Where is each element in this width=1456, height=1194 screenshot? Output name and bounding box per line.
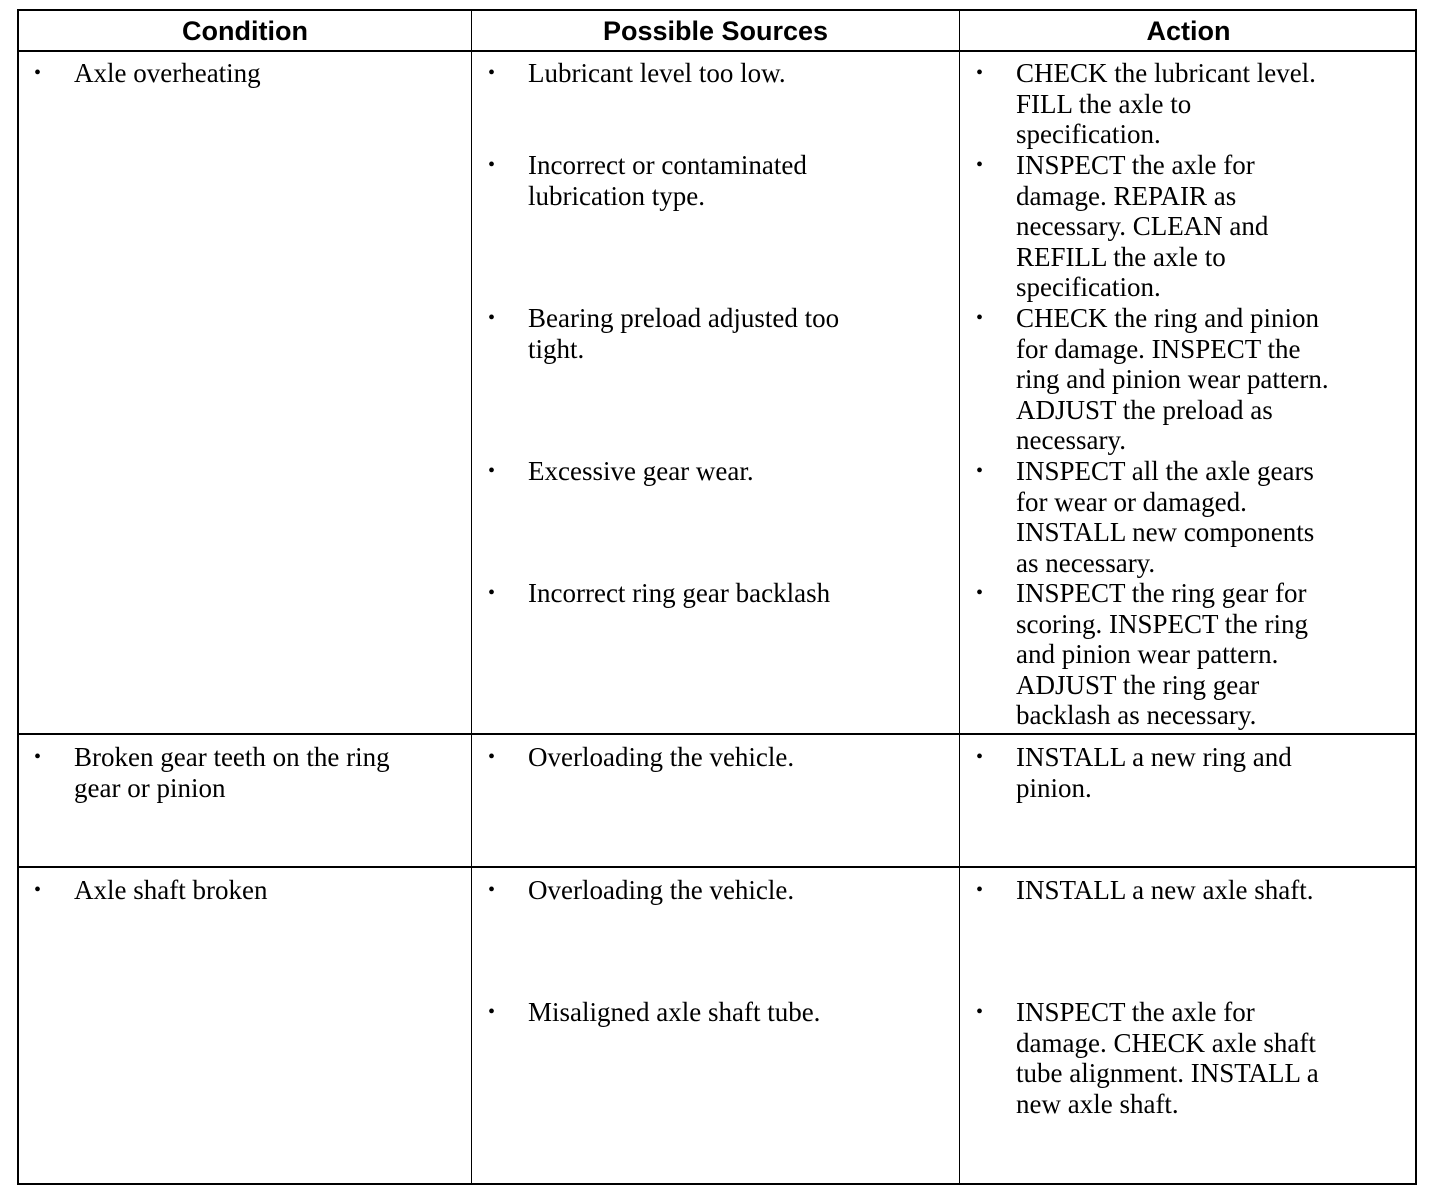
bullet-icon: • [488,460,496,482]
action-text: CHECK the lubricant level. FILL the axle to specification. [1016,58,1316,149]
source-text: Overloading the vehicle. [528,742,795,772]
source-text: Lubricant level too low. [528,58,786,88]
bullet-icon: • [34,879,42,901]
row-divider [19,733,1415,735]
bullet-icon: • [488,582,496,604]
source-text: Misaligned axle shaft tube. [528,997,821,1027]
bullet-icon: • [976,582,984,604]
header-condition: Condition [182,15,308,46]
action-text: INSPECT the axle for damage. CHECK axle shaft tube alignment. INSTALL a new axle shaft. [1016,997,1319,1119]
source-text: Incorrect ring gear backlash [528,578,831,608]
action-text: CHECK the ring and pinion for damage. INSPECT the ring and pinion wear pattern. ADJUST the preload as necessary. [1016,303,1329,455]
bullet-icon: • [976,879,984,901]
troubleshooting-table [17,9,1417,1185]
bullet-icon: • [34,746,42,768]
action-text: INSPECT the axle for damage. REPAIR as necessary. CLEAN and REFILL the axle to specification. [1016,150,1269,302]
bullet-icon: • [488,62,496,84]
condition-text: Axle overheating [74,58,261,88]
column-divider [471,11,472,1183]
bullet-icon: • [976,1001,984,1023]
source-text: Bearing preload adjusted too tight. [528,303,840,364]
action-text: INSTALL a new ring and pinion. [1016,742,1292,803]
source-text: Excessive gear wear. [528,456,754,486]
bullet-icon: • [488,154,496,176]
source-text: Overloading the vehicle. [528,875,795,905]
action-text: INSPECT all the axle gears for wear or damaged. INSTALL new components as necessary. [1016,456,1315,578]
bullet-icon: • [488,1001,496,1023]
bullet-icon: • [976,307,984,329]
bullet-icon: • [34,62,42,84]
bullet-icon: • [488,307,496,329]
source-text: Incorrect or contaminated lubrication type. [528,150,807,211]
bullet-icon: • [976,62,984,84]
header-action: Action [1146,15,1231,46]
header-possible-sources: Possible Sources [602,15,829,46]
bullet-icon: • [488,746,496,768]
bullet-icon: • [976,746,984,768]
bullet-icon: • [976,154,984,176]
bullet-icon: • [488,879,496,901]
action-text: INSPECT the ring gear for scoring. INSPECT the ring and pinion wear pattern. ADJUST the ring gear backlash as necessary. [1016,578,1308,730]
row-divider [19,866,1415,868]
bullet-icon: • [976,460,984,482]
condition-text: Axle shaft broken [74,875,268,905]
action-text: INSTALL a new axle shaft. [1016,875,1314,905]
condition-text: Broken gear teeth on the ring gear or pinion [74,742,390,803]
